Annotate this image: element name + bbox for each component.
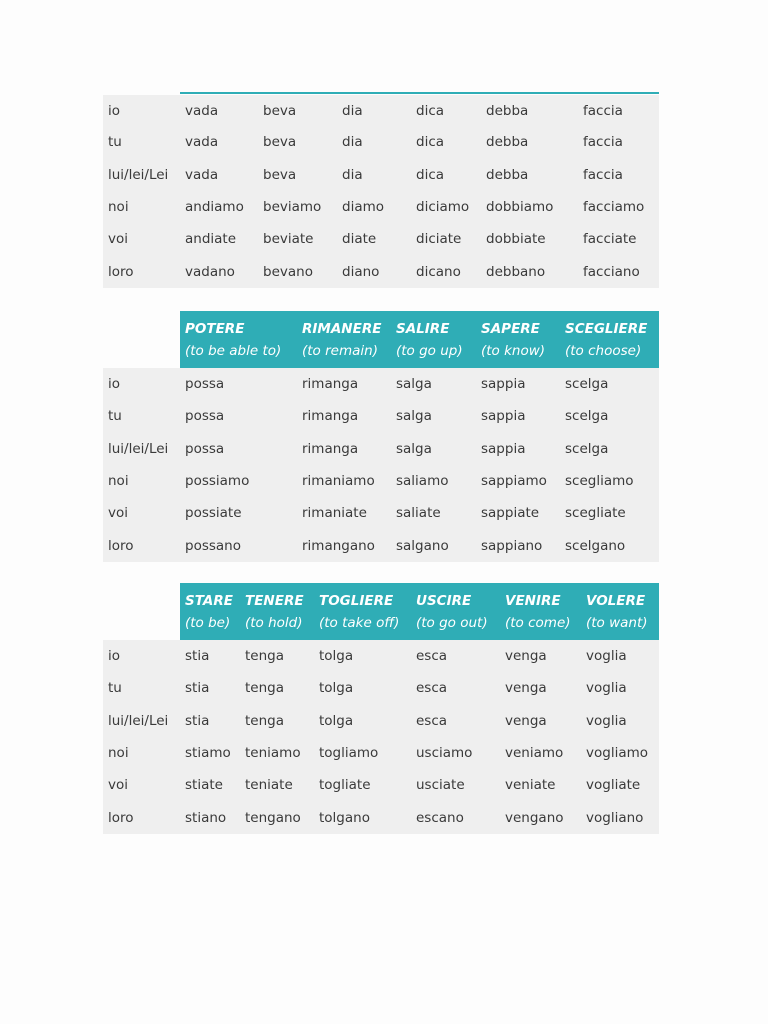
conjugation-cell: tolga (314, 672, 411, 704)
table-row (103, 126, 659, 158)
pronoun-cell: io (103, 640, 180, 672)
conjugation-cell: dica (411, 159, 481, 191)
pronoun-cell: io (103, 368, 180, 400)
conjugation-table-3 (103, 583, 659, 834)
conjugation-cell: vengano (500, 801, 581, 833)
conjugation-cell: esca (411, 705, 500, 737)
pronoun-cell: lui/lei/Lei (103, 433, 180, 465)
table-header (103, 311, 659, 368)
verb-infinitive: VOLERE (586, 592, 646, 609)
verb-header-cell (411, 583, 500, 640)
conjugation-cell: tenga (240, 705, 314, 737)
conjugation-cell: sappiano (476, 529, 560, 561)
conjugation-cell: possano (180, 529, 297, 561)
conjugation-cell: vada (180, 159, 258, 191)
conjugation-table-1 (103, 93, 659, 288)
conjugation-cell: sappia (476, 433, 560, 465)
header-blank-cell (103, 583, 180, 640)
verb-infinitive: TENERE (245, 592, 304, 609)
verb-translation: (to be able to) (185, 342, 282, 359)
conjugation-cell: debba (481, 94, 578, 126)
verb-translation: (to take off) (319, 614, 400, 631)
conjugation-cell: vogliate (581, 769, 659, 801)
conjugation-cell: scelga (560, 433, 659, 465)
pronoun-cell: voi (103, 769, 180, 801)
verb-infinitive: SALIRE (396, 320, 450, 337)
conjugation-cell: voglia (581, 705, 659, 737)
conjugation-cell: teniate (240, 769, 314, 801)
conjugation-cell: vogliano (581, 801, 659, 833)
conjugation-cell: dobbiate (481, 223, 578, 255)
conjugation-cell: stia (180, 705, 240, 737)
conjugation-cell: facciate (578, 223, 659, 255)
table-row (103, 769, 659, 801)
conjugation-cell: scegliate (560, 497, 659, 529)
conjugation-cell: diate (337, 223, 411, 255)
conjugation-cell: debba (481, 159, 578, 191)
conjugation-cell: diciate (411, 223, 481, 255)
conjugation-cell: venga (500, 672, 581, 704)
pronoun-cell: lui/lei/Lei (103, 705, 180, 737)
verb-translation: (to remain) (302, 342, 378, 359)
table-row (103, 223, 659, 255)
table-body (103, 94, 659, 288)
pronoun-cell: loro (103, 255, 180, 287)
conjugation-cell: tolga (314, 705, 411, 737)
conjugation-cell: beva (258, 94, 337, 126)
conjugation-cell: facciano (578, 255, 659, 287)
table-row (103, 640, 659, 672)
verb-infinitive: TOGLIERE (319, 592, 394, 609)
verb-infinitive: RIMANERE (302, 320, 382, 337)
verb-translation: (to be) (185, 614, 231, 631)
verb-translation: (to want) (586, 614, 648, 631)
verb-translation: (to go up) (396, 342, 463, 359)
verb-header-cell (314, 583, 411, 640)
conjugation-cell: beva (258, 159, 337, 191)
conjugation-cell: andiate (180, 223, 258, 255)
table-row (103, 159, 659, 191)
verb-infinitive: POTERE (185, 320, 245, 337)
pronoun-cell: io (103, 94, 180, 126)
table-row (103, 801, 659, 833)
table-row (103, 400, 659, 432)
conjugation-cell: diciamo (411, 191, 481, 223)
conjugation-cell: veniamo (500, 737, 581, 769)
verb-infinitive: STARE (185, 592, 233, 609)
conjugation-cell: rimanga (297, 400, 391, 432)
verb-header-cell (240, 583, 314, 640)
conjugation-cell: dobbiamo (481, 191, 578, 223)
pronoun-cell: lui/lei/Lei (103, 159, 180, 191)
verb-header-cell (560, 311, 659, 368)
verb-header-cell (581, 583, 659, 640)
conjugation-cell: saliamo (391, 465, 476, 497)
verb-header-cell (476, 311, 560, 368)
verb-header-cell (391, 311, 476, 368)
verb-header-cell (500, 583, 581, 640)
verb-infinitive: USCIRE (416, 592, 472, 609)
conjugation-cell: beviamo (258, 191, 337, 223)
conjugation-cell: beviate (258, 223, 337, 255)
conjugation-cell: possa (180, 400, 297, 432)
conjugation-cell: vada (180, 94, 258, 126)
verb-translation: (to come) (505, 614, 571, 631)
header-row (103, 311, 659, 368)
conjugation-cell: rimaniate (297, 497, 391, 529)
header-blank-cell (103, 311, 180, 368)
conjugation-cell: vada (180, 126, 258, 158)
header-row (103, 583, 659, 640)
conjugation-cell: rimanga (297, 368, 391, 400)
conjugation-cell: faccia (578, 159, 659, 191)
conjugation-cell: salga (391, 400, 476, 432)
table-header (103, 583, 659, 640)
conjugation-cell: tolga (314, 640, 411, 672)
conjugation-cell: diano (337, 255, 411, 287)
verb-header-cell (180, 583, 240, 640)
conjugation-cell: salgano (391, 529, 476, 561)
table-row (103, 94, 659, 126)
conjugation-cell: dia (337, 159, 411, 191)
conjugation-cell: debbano (481, 255, 578, 287)
conjugation-cell: dica (411, 126, 481, 158)
conjugation-cell: dia (337, 94, 411, 126)
conjugation-cell: rimangano (297, 529, 391, 561)
conjugation-cell: rimanga (297, 433, 391, 465)
conjugation-cell: stiate (180, 769, 240, 801)
table-row (103, 191, 659, 223)
conjugation-cell: salga (391, 368, 476, 400)
pronoun-cell: loro (103, 801, 180, 833)
conjugation-cell: possiamo (180, 465, 297, 497)
table-row (103, 705, 659, 737)
conjugation-cell: dicano (411, 255, 481, 287)
conjugation-cell: facciamo (578, 191, 659, 223)
verb-header-cell (180, 311, 297, 368)
table-row (103, 255, 659, 287)
conjugation-cell: tenga (240, 640, 314, 672)
conjugation-cell: voglia (581, 672, 659, 704)
table-row (103, 433, 659, 465)
conjugation-cell: faccia (578, 94, 659, 126)
conjugation-cell: sappia (476, 400, 560, 432)
conjugation-cell: possa (180, 433, 297, 465)
conjugation-cell: escano (411, 801, 500, 833)
table-body (103, 368, 659, 562)
conjugation-cell: usciamo (411, 737, 500, 769)
conjugation-cell: bevano (258, 255, 337, 287)
verb-translation: (to go out) (416, 614, 488, 631)
pronoun-cell: tu (103, 126, 180, 158)
conjugation-cell: scelgano (560, 529, 659, 561)
pronoun-cell: noi (103, 465, 180, 497)
pronoun-cell: noi (103, 737, 180, 769)
conjugation-cell: scelga (560, 400, 659, 432)
conjugation-cell: scegliamo (560, 465, 659, 497)
conjugation-cell: faccia (578, 126, 659, 158)
conjugation-cell: togliate (314, 769, 411, 801)
conjugation-cell: sappiamo (476, 465, 560, 497)
conjugation-cell: esca (411, 672, 500, 704)
conjugation-cell: vadano (180, 255, 258, 287)
conjugation-cell: tolgano (314, 801, 411, 833)
conjugation-cell: tenga (240, 672, 314, 704)
table-row (103, 497, 659, 529)
conjugation-cell: togliamo (314, 737, 411, 769)
conjugation-cell: dica (411, 94, 481, 126)
verb-translation: (to hold) (245, 614, 303, 631)
table-row (103, 737, 659, 769)
verb-infinitive: SAPERE (481, 320, 540, 337)
conjugation-cell: venga (500, 640, 581, 672)
conjugation-cell: diamo (337, 191, 411, 223)
conjugation-cell: venga (500, 705, 581, 737)
pronoun-cell: noi (103, 191, 180, 223)
conjugation-cell: stia (180, 672, 240, 704)
conjugation-cell: tengano (240, 801, 314, 833)
conjugation-cell: usciate (411, 769, 500, 801)
conjugation-cell: scelga (560, 368, 659, 400)
table-row (103, 368, 659, 400)
verb-translation: (to choose) (565, 342, 642, 359)
conjugation-cell: beva (258, 126, 337, 158)
conjugation-cell: andiamo (180, 191, 258, 223)
conjugation-cell: vogliamo (581, 737, 659, 769)
conjugation-table-2 (103, 311, 659, 562)
pronoun-cell: tu (103, 400, 180, 432)
conjugation-cell: salga (391, 433, 476, 465)
conjugation-cell: debba (481, 126, 578, 158)
table-row (103, 672, 659, 704)
pronoun-cell: voi (103, 497, 180, 529)
table-row (103, 529, 659, 561)
conjugation-cell: teniamo (240, 737, 314, 769)
conjugation-cell: veniate (500, 769, 581, 801)
conjugation-cell: esca (411, 640, 500, 672)
verb-header-cell (297, 311, 391, 368)
conjugation-cell: stiamo (180, 737, 240, 769)
verb-infinitive: VENIRE (505, 592, 561, 609)
conjugation-cell: rimaniamo (297, 465, 391, 497)
verb-infinitive: SCEGLIERE (565, 320, 648, 337)
conjugation-cell: stia (180, 640, 240, 672)
conjugation-cell: possiate (180, 497, 297, 529)
conjugation-cell: sappiate (476, 497, 560, 529)
pronoun-cell: tu (103, 672, 180, 704)
pronoun-cell: loro (103, 529, 180, 561)
conjugation-cell: voglia (581, 640, 659, 672)
conjugation-cell: saliate (391, 497, 476, 529)
table-row (103, 465, 659, 497)
conjugation-cell: stiano (180, 801, 240, 833)
conjugation-cell: dia (337, 126, 411, 158)
conjugation-cell: sappia (476, 368, 560, 400)
conjugation-cell: possa (180, 368, 297, 400)
verb-translation: (to know) (481, 342, 546, 359)
table-body (103, 640, 659, 834)
pronoun-cell: voi (103, 223, 180, 255)
